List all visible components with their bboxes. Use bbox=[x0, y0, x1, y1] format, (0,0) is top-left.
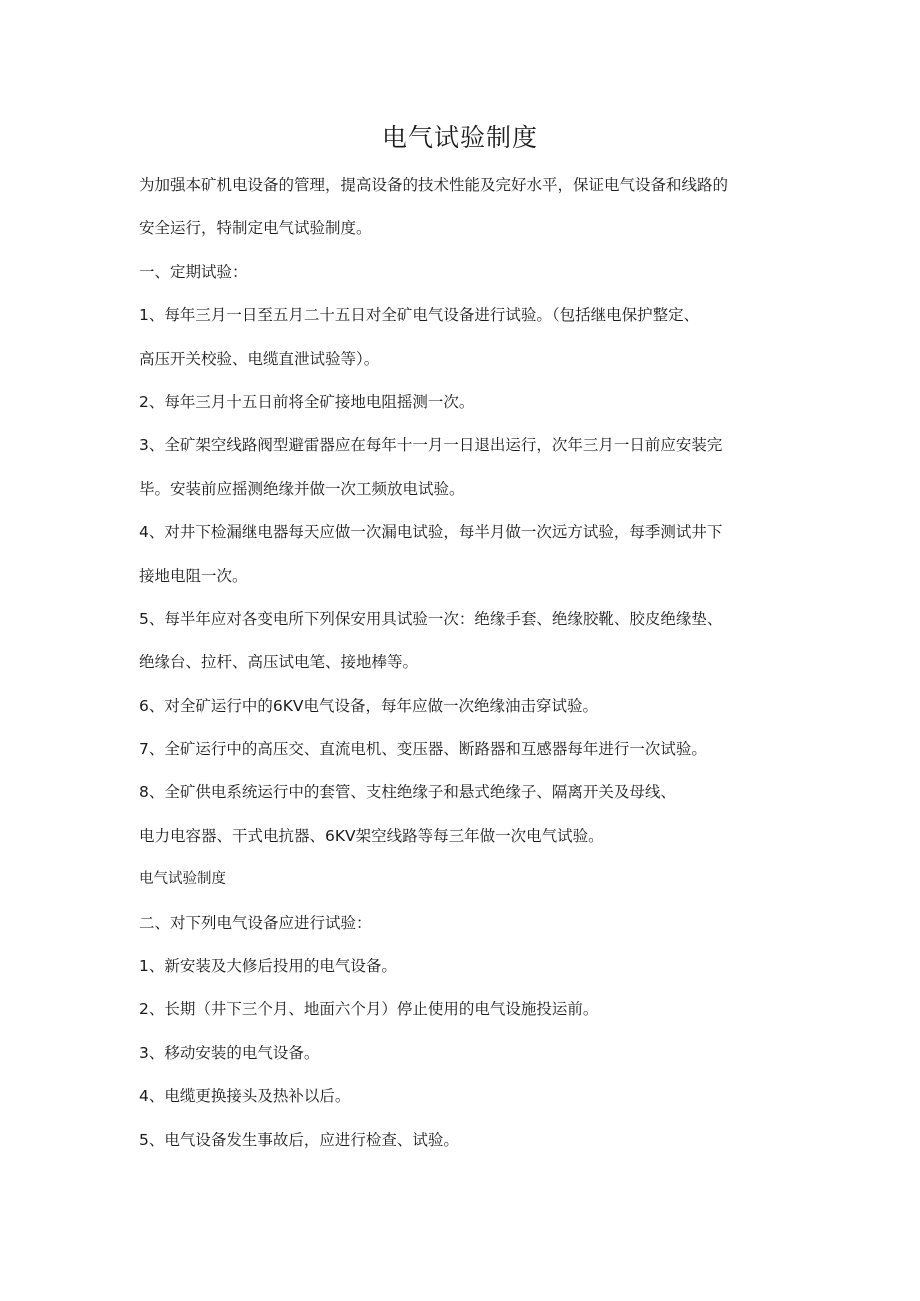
text-line-10: 接地电阻一次。 bbox=[139, 566, 248, 585]
section-heading-required-tests: 二、对下列电气设备应进行试验： bbox=[139, 913, 372, 932]
text-line-7: 3、全矿架空线路阀型避雷器应在每年十一月一日退出运行，次年三月一日前应安装完 bbox=[139, 436, 723, 455]
text-line-13: 6、对全矿运行中的6KV电气设备，每年应做一次绝缘油击穿试验。 bbox=[139, 696, 598, 715]
text-line-14: 7、全矿运行中的高压交、直流电机、变压器、断路器和互感器每年进行一次试验。 bbox=[139, 740, 707, 759]
text-line-23: 5、电气设备发生事故后，应进行检查、试验。 bbox=[139, 1130, 459, 1149]
document-body bbox=[139, 164, 789, 1162]
text-line-20: 2、长期（井下三个月、地面六个月）停止使用的电气设施投运前。 bbox=[139, 1000, 599, 1019]
text-line-1: 为加强本矿机电设备的管理，提高设备的技术性能及完好水平，保证电气设备和线路的 bbox=[139, 176, 729, 194]
repeated-title-line: 电气试验制度 bbox=[139, 871, 226, 888]
text-line-6: 2、每年三月十五日前将全矿接地电阻摇测一次。 bbox=[139, 392, 475, 411]
text-line-11: 5、每半年应对各变电所下列保安用具试验一次：绝缘手套、绝缘胶靴、胶皮绝缘垫、 bbox=[139, 609, 723, 628]
text-line-9: 4、对井下检漏继电器每天应做一次漏电试验，每半月做一次远方试验，每季测试井下 bbox=[139, 523, 723, 542]
text-line-8: 毕。安装前应摇测绝缘并做一次工频放电试验。 bbox=[139, 479, 465, 498]
text-line-22: 4、电缆更换接头及热补以后。 bbox=[139, 1087, 351, 1106]
text-line-12: 绝缘台、拉杆、高压试电笔、接地棒等。 bbox=[139, 653, 419, 672]
text-line-5: 高压开关校验、电缆直泄试验等）。 bbox=[139, 349, 380, 368]
text-line-15: 8、全矿供电系统运行中的套管、支柱绝缘子和悬式绝缘子、隔离开关及母线、 bbox=[139, 783, 676, 802]
text-line-16: 电力电容器、干式电抗器、6KV架空线路等每三年做一次电气试验。 bbox=[139, 826, 604, 845]
text-line-19: 1、新安装及大修后投用的电气设备。 bbox=[139, 957, 397, 976]
section-heading-periodic: 一、定期试验： bbox=[139, 262, 248, 281]
text-line-21: 3、移动安装的电气设备。 bbox=[139, 1043, 320, 1062]
document-title: 电气试验制度 bbox=[381, 123, 538, 152]
text-line-2: 安全运行，特制定电气试验制度。 bbox=[139, 219, 372, 238]
text-line-4: 1、每年三月一日至五月二十五日对全矿电气设备进行试验。（包括继电保护整定、 bbox=[139, 306, 700, 325]
